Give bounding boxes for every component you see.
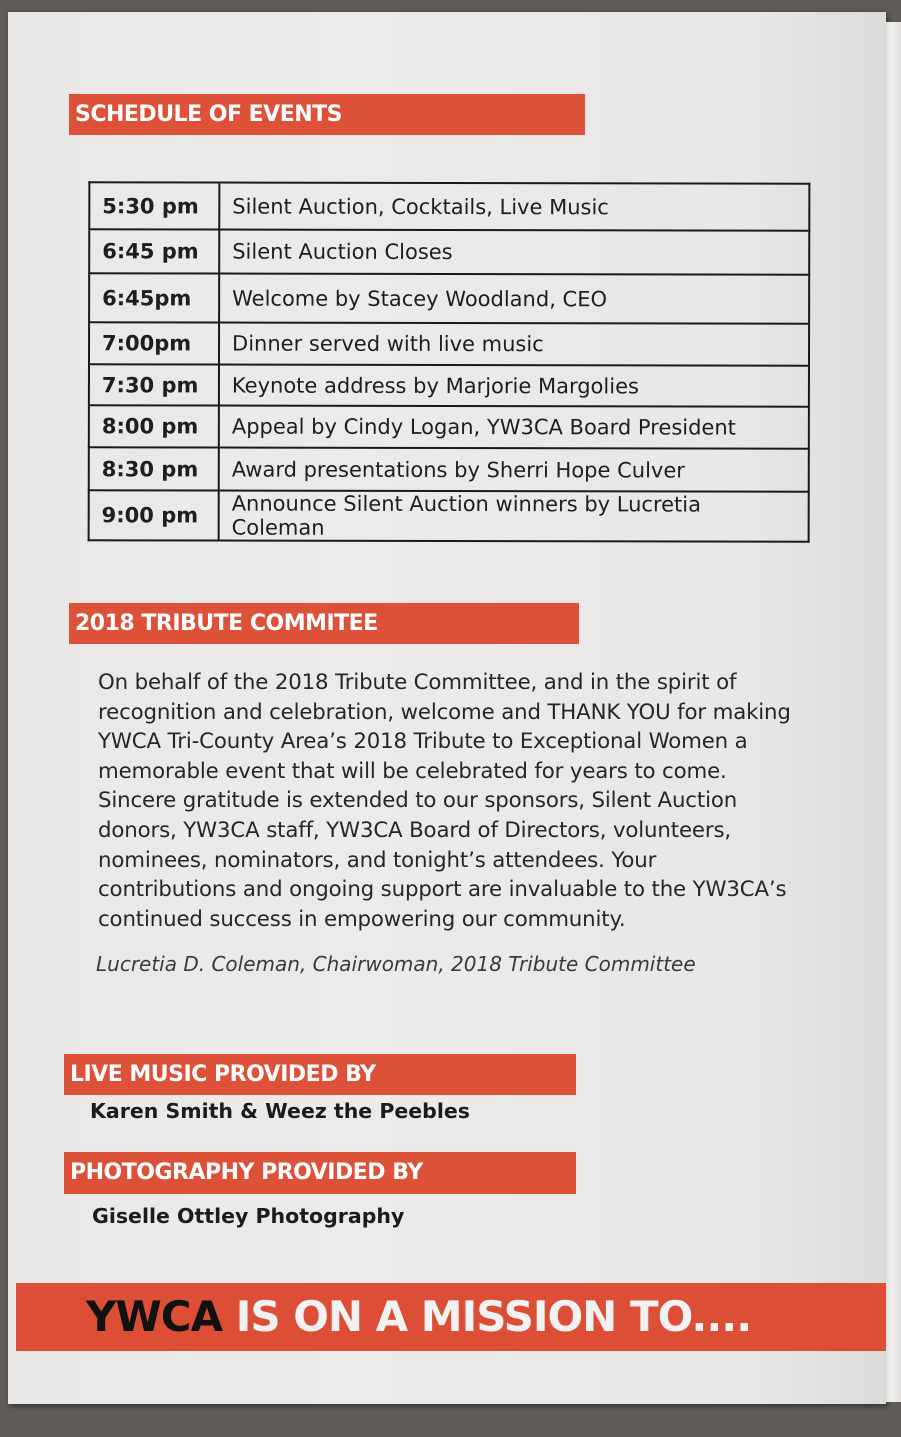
schedule-time: 5:30 pm (89, 182, 219, 229)
schedule-event: Keynote address by Marjorie Margolies (219, 365, 809, 407)
schedule-row (89, 182, 809, 231)
schedule-heading: SCHEDULE OF EVENTS (69, 94, 585, 135)
schedule-event: Silent Auction, Cocktails, Live Music (219, 183, 809, 231)
schedule-time: 8:30 pm (89, 447, 219, 490)
schedule-event: Welcome by Stacey Woodland, CEO (219, 274, 809, 324)
schedule-row (89, 405, 809, 449)
photography-credit: Giselle Ottley Photography (92, 1204, 405, 1228)
schedule-event: Appeal by Cindy Logan, YW3CA Board President (219, 406, 809, 449)
schedule-time: 7:30 pm (89, 364, 219, 405)
schedule-event: Award presentations by Sherri Hope Culver (219, 448, 809, 492)
schedule-row (89, 490, 809, 542)
schedule-event: Dinner served with live music (219, 323, 809, 366)
music-credit: Karen Smith & Weez the Peebles (90, 1099, 470, 1123)
schedule-row (89, 447, 809, 492)
booklet-spine (884, 22, 901, 1402)
schedule-row (89, 273, 809, 324)
schedule-time: 9:00 pm (89, 490, 219, 540)
schedule-event: Silent Auction Closes (219, 230, 809, 275)
ywca-brand: YWCA (86, 1292, 223, 1341)
schedule-time: 6:45pm (89, 273, 219, 322)
schedule-row (89, 229, 809, 275)
committee-heading: 2018 TRIBUTE COMMITEE (69, 603, 579, 644)
schedule-time: 6:45 pm (89, 229, 219, 273)
mission-text: IS ON A MISSION TO.... (222, 1292, 752, 1341)
committee-signature: Lucretia D. Coleman, Chairwoman, 2018 Tribute Committee (96, 952, 696, 976)
music-heading: LIVE MUSIC PROVIDED BY (64, 1054, 576, 1095)
schedule-time: 8:00 pm (89, 405, 219, 447)
photography-heading: PHOTOGRAPHY PROVIDED BY (64, 1152, 576, 1194)
schedule-row (89, 364, 809, 407)
schedule-time: 7:00pm (89, 322, 219, 364)
schedule-row (89, 322, 809, 366)
schedule-table (88, 181, 811, 543)
mission-banner (16, 1283, 886, 1351)
committee-message: On behalf of the 2018 Tribute Committee, and in the spirit of recognition and celebration, welcome and THANK YOU for making YWCA Tri-County Area’s 2018 Tribute to Exceptional Women a memorable event that will be celebrated for years to come. Sincere gratitude is extended to our sponsors, Silent Auction donors, YW3CA staff, YW3CA Board of Directors, volunteers, nominees, nominators, and tonight’s attendees. Your contributions and ongoing support are invaluable to the YW3CA’s continued success in empowering our community. (98, 670, 791, 932)
schedule-event: Announce Silent Auction winners by Lucretia Coleman (219, 491, 809, 542)
